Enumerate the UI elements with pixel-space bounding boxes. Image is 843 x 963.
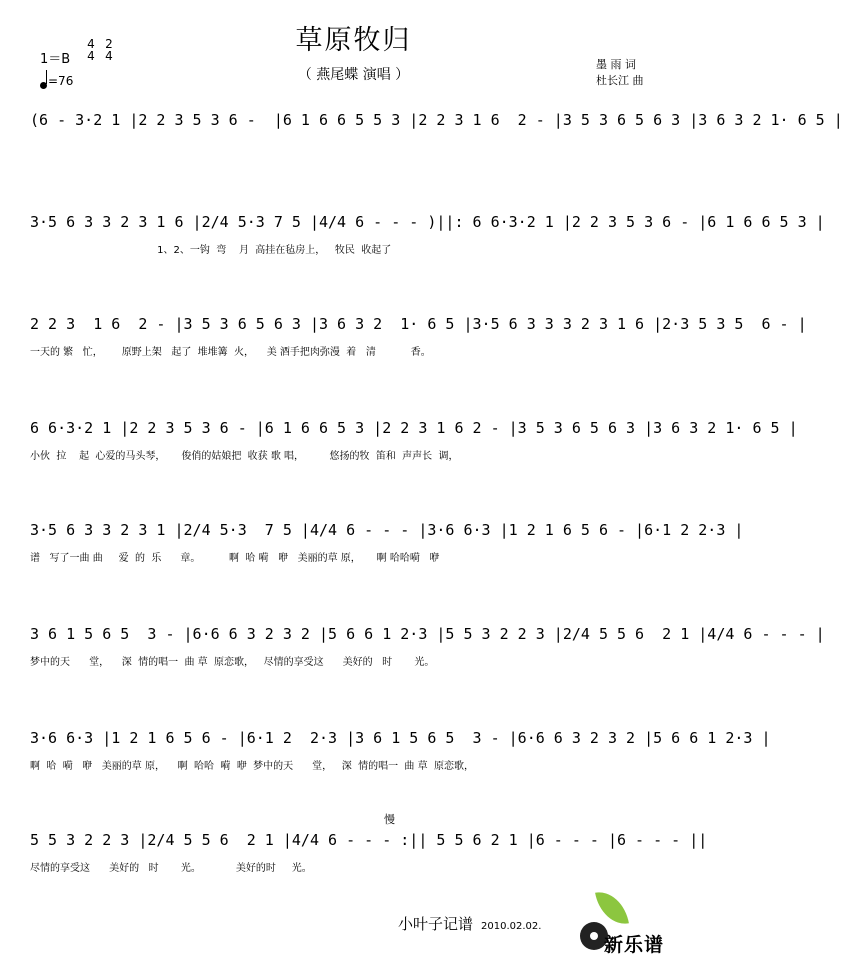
lyrics-line: 啊 哈 嗬 咿 美丽的草 原， 啊 哈哈 嗬 咿 梦中的天 堂， 深 情的唱一 曲 草 原恋歌， bbox=[30, 761, 474, 772]
composer-credit: 杜长江 曲 bbox=[596, 74, 644, 87]
transcriber-name: 小叶子记谱 bbox=[398, 915, 474, 933]
lyrics-line: 一天的 繁 忙， 原野上架 起了 堆堆篝 火， 美 酒手把肉弥漫 着 清 香。 bbox=[30, 347, 431, 358]
transcription-date: 2010.02.02. bbox=[481, 921, 542, 932]
tempo-marking: =76 bbox=[40, 74, 73, 89]
transcriber-credit bbox=[398, 913, 541, 934]
notation-line: (6 - 3·2 1 |2 2 3 5 3 6 - |6 1 6 6 5 5 3 |2 2 3 1 6 2 - |3 5 3 6 5 6 3 |3 6 3 2 1· 6 5 | bbox=[30, 111, 843, 129]
notation-line: 5 5 3 2 2 3 |2/4 5 5 6 2 1 |4/4 6 - - - :|| 5 5 6 2 1 |6 - - - |6 - - - || bbox=[30, 831, 708, 849]
notation-line: 6 6·3·2 1 |2 2 3 5 3 6 - |6 1 6 6 5 3 |2 2 3 1 6 2 - |3 5 3 6 5 6 3 |3 6 3 2 1· 6 5 | bbox=[30, 419, 798, 437]
lyrics-line: 小伙 拉 起 心爱的马头琴， 俊俏的姑娘把 收获 歌 唱， 悠扬的牧 笛和 声声长 调， bbox=[30, 451, 459, 462]
notation-line: 3·5 6 3 3 2 3 1 |2/4 5·3 7 5 |4/4 6 - - - |3·6 6·3 |1 2 1 6 5 6 - |6·1 2 2·3 | bbox=[30, 521, 744, 539]
lyrics-line: 梦中的天 堂， 深 情的唱一 曲 草 原恋歌， 尽情的享受这 美好的 时 光。 bbox=[30, 657, 435, 668]
page-title: 草原牧归 bbox=[295, 25, 412, 56]
site-logo-text: 新乐谱 bbox=[604, 934, 665, 956]
singer: （ 燕尾蝶 演唱 ） bbox=[297, 67, 410, 83]
notation-line: 3·5 6 3 3 2 3 1 6 |2/4 5·3 7 5 |4/4 6 - - - )||: 6 6·3·2 1 |2 2 3 5 3 6 - |6 1 6 6 5 3 | bbox=[30, 213, 825, 231]
notation-line: 2 2 3 1 6 2 - |3 5 3 6 5 6 3 |3 6 3 2 1· 6 5 |3·5 6 3 3 3 2 3 1 6 |2·3 5 3 5 6 - | bbox=[30, 315, 807, 333]
lyrics-line: 1、2、一钩 弯 月 高挂在毡房上， 牧民 收起了 bbox=[30, 245, 392, 256]
notation-line: 3 6 1 5 6 5 3 - |6·6 6 3 2 3 2 |5 6 6 1 2·3 |5 5 3 2 2 3 |2/4 5 5 6 2 1 |4/4 6 - - - | bbox=[30, 625, 825, 643]
notation-line: 3·6 6·3 |1 2 1 6 5 6 - |6·1 2 2·3 |3 6 1 5 6 5 3 - |6·6 6 3 2 3 2 |5 6 6 1 2·3 | bbox=[30, 729, 771, 747]
quarter-note-icon bbox=[40, 82, 47, 89]
time-signature-2: 2 4 bbox=[105, 37, 113, 63]
time-signature-1: 4 4 bbox=[87, 37, 95, 63]
leaf-logo-icon bbox=[595, 888, 629, 928]
key-signature: 1＝B bbox=[40, 52, 71, 67]
slow-marking: 慢 bbox=[384, 813, 395, 826]
lyricist-credit: 墨 雨 词 bbox=[596, 58, 636, 71]
lyrics-line: 谱 写了一曲 曲 爱 的 乐 章。 啊 哈 嗬 咿 美丽的草 原， 啊 哈哈嗬 咿 bbox=[30, 553, 440, 564]
lyrics-line: 尽情的享受这 美好的 时 光。 美好的时 光。 bbox=[30, 863, 312, 874]
